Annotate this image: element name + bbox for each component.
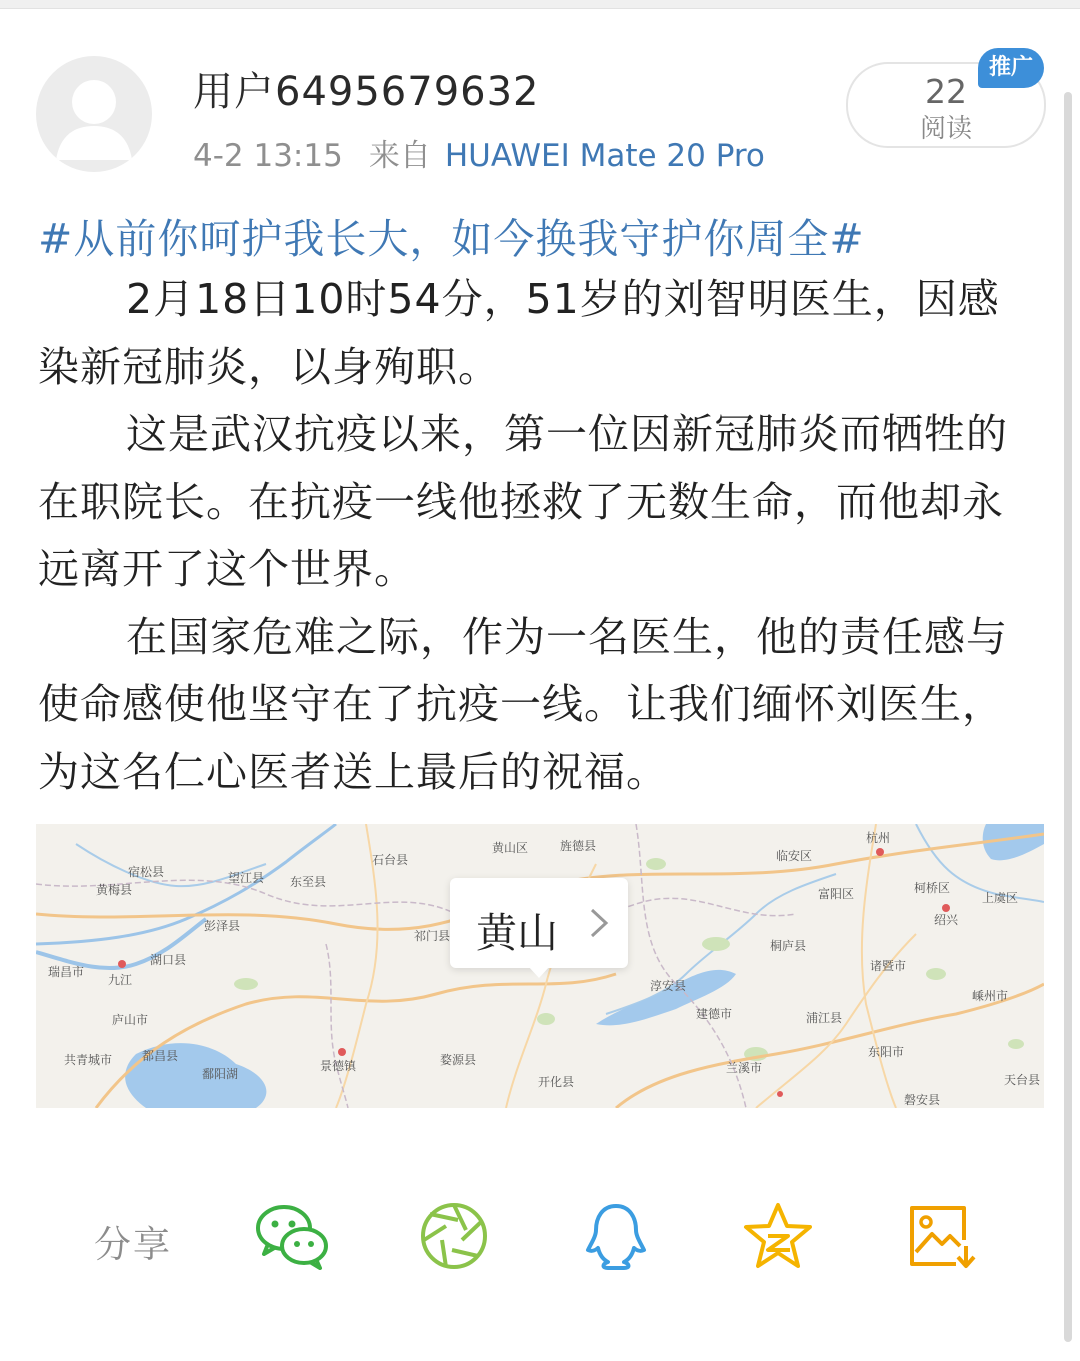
map-label: 淳安县 <box>650 979 687 993</box>
qzone-icon[interactable] <box>740 1200 816 1272</box>
map-label: 建德市 <box>696 1007 733 1021</box>
default-avatar-icon <box>36 56 152 172</box>
map-label: 彭泽县 <box>204 919 241 933</box>
map-label: 诸暨市 <box>870 959 907 973</box>
map-label: 兰溪市 <box>726 1061 763 1075</box>
paragraph-2: 这是武汉抗疫以来，第一位因新冠肺炎而牺牲的在职院长。在抗疫一线他拯救了无数生命，而他却永远离开了这个世界。 <box>38 410 1008 593</box>
top-divider <box>0 0 1080 9</box>
post-time: 4-2 13:15 <box>193 138 343 174</box>
promo-badge[interactable]: 推广 <box>978 48 1044 88</box>
map-label: 东至县 <box>290 875 327 889</box>
map-label: 共青城市 <box>64 1053 113 1067</box>
read-label: 阅读 <box>919 114 972 144</box>
map-label: 开化县 <box>538 1075 575 1089</box>
map-label: 磐安县 <box>904 1093 941 1107</box>
map-label: 鄱阳湖 <box>202 1067 239 1081</box>
map-label: 东阳市 <box>868 1045 905 1059</box>
wechat-icon[interactable] <box>254 1200 330 1272</box>
map-label: 瑞昌市 <box>48 965 85 979</box>
map-label: 临安区 <box>776 849 813 863</box>
map-label: 绍兴 <box>934 913 959 927</box>
map-label: 望江县 <box>228 871 265 885</box>
map-label: 黄梅县 <box>96 883 133 897</box>
map-label: 旌德县 <box>560 839 597 853</box>
post-meta <box>193 130 765 175</box>
read-count: 22 <box>925 72 967 111</box>
map-label: 祁门县 <box>414 929 451 943</box>
device-link[interactable]: HUAWEI Mate 20 Pro <box>444 138 765 174</box>
paragraph-3: 在国家危难之际，作为一名医生，他的责任感与使命感使他坚守在了抗疫一线。让我们缅怀刘医生，为这名仁心医者送上最后的祝福。 <box>38 612 1008 796</box>
map-label: 湖口县 <box>150 953 187 967</box>
qq-icon[interactable] <box>578 1200 654 1272</box>
save-image-icon[interactable] <box>904 1200 980 1272</box>
map-label: 富阳区 <box>818 887 855 901</box>
hashtag-topic[interactable]: #从前你呵护我长大，如今换我守护你周全# <box>38 215 865 263</box>
map-label: 庐山市 <box>112 1013 149 1027</box>
map-label: 景德镇 <box>320 1059 357 1073</box>
from-label: 来自 <box>368 138 431 174</box>
paragraph-1: 2月18日10时54分，51岁的刘智明医生，因感染新冠肺炎，以身殉职。 <box>38 275 1000 391</box>
location-name: 黄山 <box>476 909 558 957</box>
callout-pointer <box>528 966 550 978</box>
post-body <box>38 266 1028 806</box>
map-label: 都昌县 <box>142 1049 179 1063</box>
moments-icon[interactable] <box>416 1200 492 1272</box>
map-label: 婺源县 <box>440 1053 477 1067</box>
map-label: 黄山区 <box>492 841 529 855</box>
map-label: 桐庐县 <box>770 939 807 953</box>
scrollbar[interactable] <box>1064 92 1072 1342</box>
map-label: 宿松县 <box>128 865 165 879</box>
map-label: 嵊州市 <box>972 989 1009 1003</box>
map-label: 石台县 <box>372 853 409 867</box>
map-label: 天台县 <box>1004 1073 1041 1087</box>
username[interactable]: 用户6495679632 <box>193 69 540 115</box>
map-label: 上虞区 <box>982 891 1019 905</box>
share-label: 分享 <box>94 1223 172 1266</box>
chevron-right-icon <box>584 906 614 940</box>
avatar[interactable] <box>36 56 152 172</box>
map-location-callout[interactable] <box>450 878 628 968</box>
map-label: 柯桥区 <box>914 881 951 895</box>
map-label: 九江 <box>108 973 133 987</box>
map-label: 杭州 <box>866 831 891 845</box>
map-label: 浦江县 <box>806 1011 843 1025</box>
